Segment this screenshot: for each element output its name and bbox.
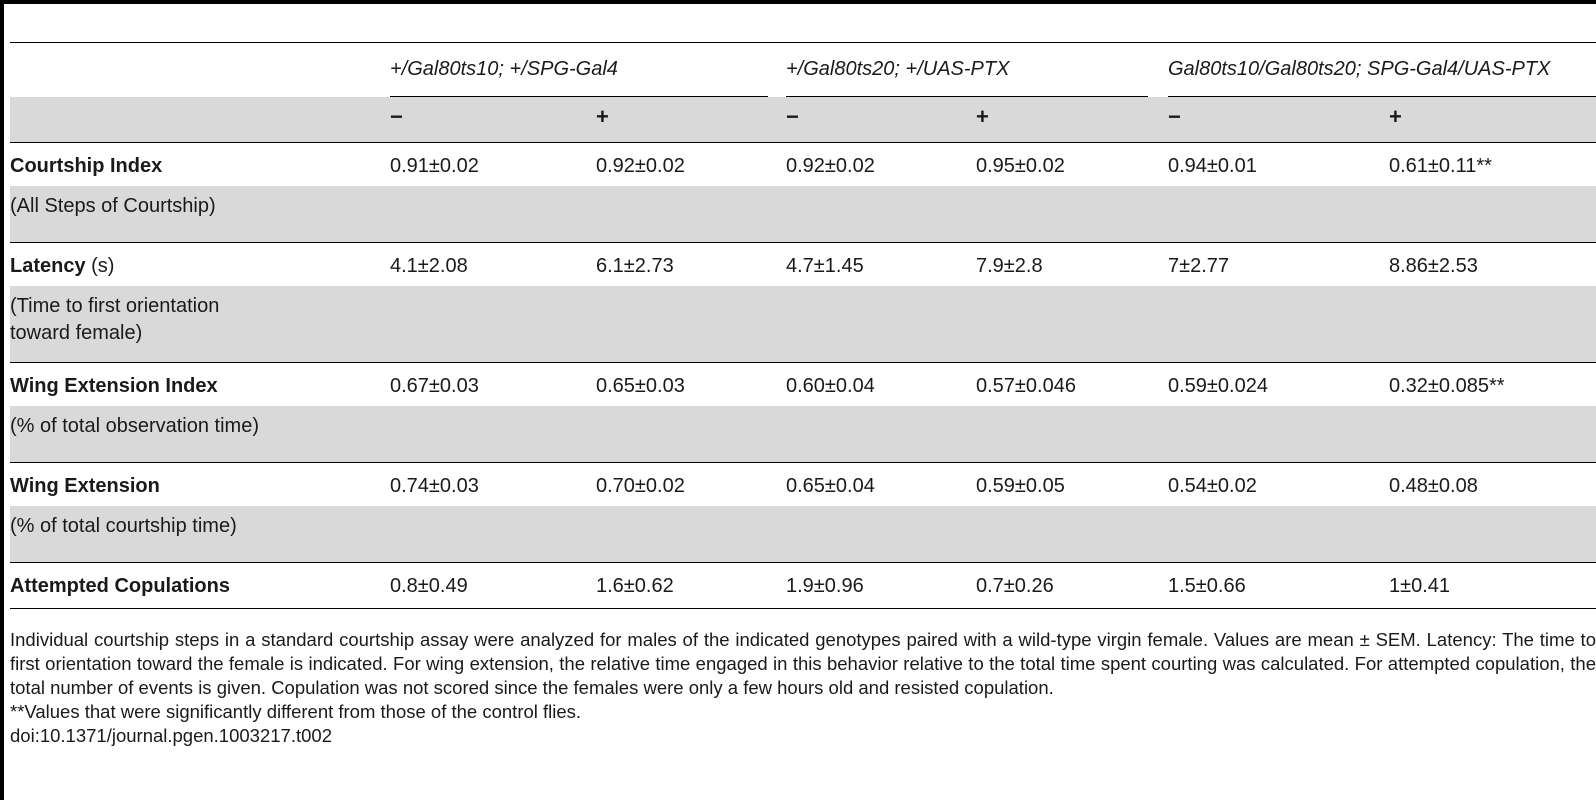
table-cell: 0.92±0.02 <box>596 155 685 177</box>
table-cell: 0.60±0.04 <box>786 375 875 397</box>
table-top-rule <box>10 42 1596 43</box>
row-label-wing-extension-index: Wing Extension Index <box>10 375 218 397</box>
footnote-significance: **Values that were significantly different from those of the control flies. <box>10 701 582 722</box>
table-cell: 1.9±0.96 <box>786 575 864 597</box>
table-cell: 0.61±0.11** <box>1389 155 1492 177</box>
table-cell: 0.65±0.03 <box>596 375 685 397</box>
table-cell: 7.9±2.8 <box>976 255 1043 277</box>
top-border <box>0 0 1596 4</box>
table-cell: 0.7±0.26 <box>976 575 1054 597</box>
table-cell: 0.67±0.03 <box>390 375 479 397</box>
table-cell: 0.57±0.046 <box>976 375 1076 397</box>
row-label-latency: Latency (s) <box>10 255 115 277</box>
group-header-control-2: +/Gal80ts20; +/UAS-PTX <box>786 58 1010 80</box>
sign-header: − <box>390 104 403 129</box>
row-label-courtship-index: Courtship Index <box>10 155 163 177</box>
table-cell: 1.6±0.62 <box>596 575 674 597</box>
group-header-control-1: +/Gal80ts10; +/SPG-Gal4 <box>390 58 618 80</box>
table-cell: 1±0.41 <box>1389 575 1451 597</box>
table-cell: 0.91±0.02 <box>390 155 479 177</box>
row-label-attempted-copulations: Attempted Copulations <box>10 575 230 597</box>
row-subtitle: (All Steps of Courtship) <box>10 195 216 217</box>
row-separator <box>10 462 1596 463</box>
group-header-experimental: Gal80ts10/Gal80ts20; SPG-Gal4/UAS-PTX <box>1168 58 1551 80</box>
table-cell: 0.65±0.04 <box>786 475 875 497</box>
left-border <box>0 0 4 800</box>
table-cell: 0.8±0.49 <box>390 575 468 597</box>
table-cell: 0.74±0.03 <box>390 475 479 497</box>
sign-header: + <box>1389 104 1402 129</box>
row-subtitle: (% of total observation time) <box>10 415 259 437</box>
row-separator <box>10 242 1596 243</box>
row-subtitle-band <box>10 186 1596 242</box>
table-cell: 0.92±0.02 <box>786 155 875 177</box>
table-cell: 0.59±0.05 <box>976 475 1065 497</box>
footnote-description: Individual courtship steps in a standard courtship assay were analyzed for males of the indicated genotypes paired with a wild-type virgin female. Values are mean ± SEM. Latency: The time to first orientation toward the female is indicated. For wing extension, the relative time engaged in this behavior relative to the total time spent courting was calculated. For attempted copulation, the total number of events is given. Copulation was not scored since the females were only a few hours old and resisted copulation. <box>10 629 1596 698</box>
sign-header-row <box>10 97 1596 142</box>
table-cell: 0.32±0.085** <box>1389 375 1505 397</box>
table-cell: 0.54±0.02 <box>1168 475 1257 497</box>
table-cell: 4.7±1.45 <box>786 255 864 277</box>
table-cell: 8.86±2.53 <box>1389 255 1478 277</box>
table-cell: 0.70±0.02 <box>596 475 685 497</box>
table-cell: 0.48±0.08 <box>1389 475 1478 497</box>
row-separator <box>10 562 1596 563</box>
sign-header: + <box>596 104 609 129</box>
doi-text: doi:10.1371/journal.pgen.1003217.t002 <box>10 725 332 746</box>
table-cell: 6.1±2.73 <box>596 255 674 277</box>
sign-header: + <box>976 104 989 129</box>
sign-header: − <box>786 104 799 129</box>
row-subtitle-band <box>10 506 1596 562</box>
row-subtitle: (Time to first orientation toward female) <box>10 295 220 344</box>
table-cell: 0.95±0.02 <box>976 155 1065 177</box>
row-subtitle: (% of total courtship time) <box>10 515 237 537</box>
row-separator <box>10 362 1596 363</box>
table-bottom-rule <box>10 608 1596 609</box>
table-cell: 7±2.77 <box>1168 255 1230 277</box>
row-label-wing-extension: Wing Extension <box>10 475 160 497</box>
table-cell: 1.5±0.66 <box>1168 575 1246 597</box>
table-footnote <box>10 628 1596 748</box>
header-rule <box>10 142 1596 143</box>
table-cell: 4.1±2.08 <box>390 255 468 277</box>
row-subtitle-band <box>10 286 1596 362</box>
sign-header: − <box>1168 104 1181 129</box>
table-cell: 0.94±0.01 <box>1168 155 1257 177</box>
table-cell: 0.59±0.024 <box>1168 375 1268 397</box>
